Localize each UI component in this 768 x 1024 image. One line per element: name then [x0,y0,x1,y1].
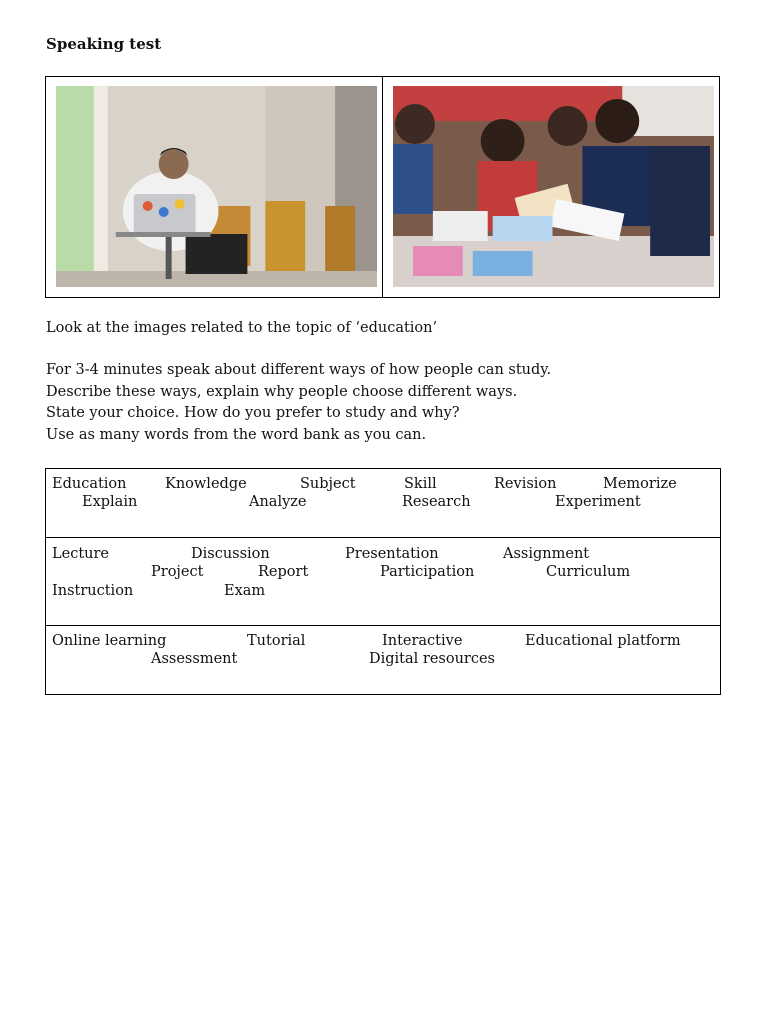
word: Assessment [151,651,238,667]
page-title: Speaking test [46,35,162,53]
word: Skill [404,476,437,492]
word: Tutorial [247,633,306,649]
word: Revision [494,476,557,492]
word: Memorize [603,476,677,492]
word: Interactive [382,633,463,649]
student-laptop-photo [56,86,377,287]
word: Participation [380,564,475,580]
children-reading-photo [393,86,714,287]
word: Education [52,476,127,492]
image-cell-left [46,77,382,297]
word: Project [151,564,204,580]
word-bank-table [45,468,721,695]
word: Explain [82,494,138,510]
instructions [46,360,551,446]
word: Assignment [503,546,590,562]
word: Experiment [555,494,641,510]
word: Research [402,494,471,510]
word: Analyze [249,494,307,510]
image-cell-right [382,77,719,297]
word-bank-row-2 [46,538,720,626]
word: Instruction [52,583,134,599]
word: Presentation [345,546,439,562]
intro-text: Look at the images related to the topic of ‘education’ [46,320,438,336]
instruction-line: Use as many words from the word bank as you can. [46,426,427,443]
instruction-line: For 3-4 minutes speak about different ways of how people can study. [46,362,552,378]
word: Educational platform [525,633,681,649]
word: Report [258,564,309,580]
instruction-line: State your choice. How do you prefer to study and why? [46,405,460,421]
word: Lecture [52,546,110,562]
word-bank-row-3 [46,626,720,694]
word: Online learning [52,633,167,649]
instruction-line: Describe these ways, explain why people choose different ways. [46,383,518,400]
word: Curriculum [546,564,631,580]
images-table [45,76,720,298]
word: Knowledge [165,476,247,492]
word: Exam [224,583,266,599]
word: Digital resources [369,651,495,667]
word-bank-row-1 [46,469,720,538]
word: Discussion [191,546,270,562]
word: Subject [300,476,356,492]
